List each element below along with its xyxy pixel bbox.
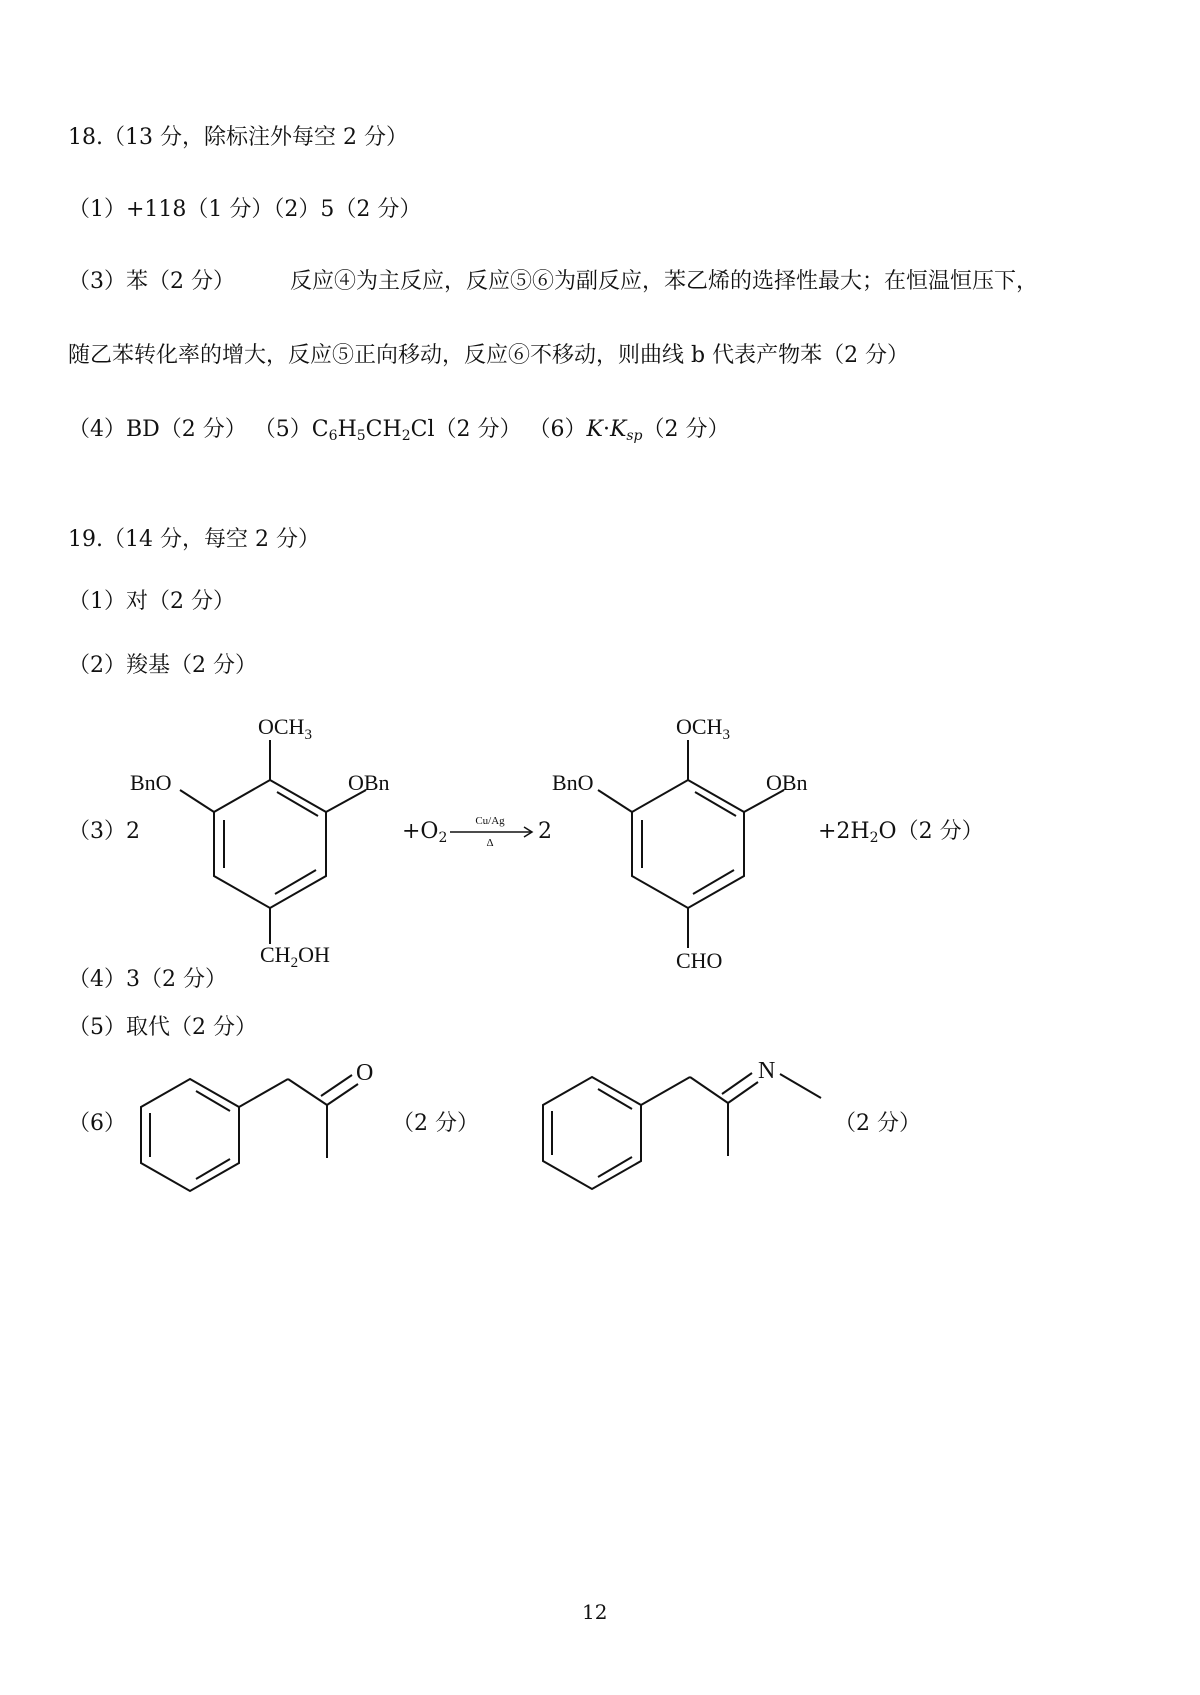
reaction-water: $+2H_2O(2$ 分） xyxy=(818,819,984,846)
product-top-group: $OCH_3$ xyxy=(676,714,730,743)
q18-header: 18.（13 分，除标注外每空 2 分） xyxy=(68,125,408,150)
reactant-bottom-group: $CH_2OH$ xyxy=(260,942,330,971)
q19-line6-label: （6） xyxy=(68,1111,126,1136)
product-left-group: BnO xyxy=(552,770,594,795)
k-ksp-expression: $K\cdot K_{sp}$ xyxy=(586,417,643,444)
reactant-left-group: BnO xyxy=(130,770,172,795)
imine-structure xyxy=(536,1058,836,1188)
q18-answer-5-score: （2 分） xyxy=(434,417,522,442)
page-number: 12 xyxy=(582,1600,608,1624)
product-benzene-ring xyxy=(632,780,744,908)
q19-line6-score2: （2 分） xyxy=(834,1111,921,1136)
imine-benzene-ring xyxy=(543,1077,641,1189)
q18-line4 xyxy=(68,416,730,450)
reactant-benzene-ring xyxy=(214,780,326,908)
q18-answer-6-label: （6） xyxy=(528,417,587,442)
q19-header: 19.（14 分，每空 2 分） xyxy=(68,527,320,552)
phenylacetone-structure xyxy=(134,1060,394,1190)
reaction-plus-o2: $+O_2$ xyxy=(402,819,448,846)
q19-line5: （5）取代（2 分） xyxy=(68,1015,257,1040)
q19-line4: （4）3（2 分） xyxy=(68,967,227,992)
reaction-product-coefficient: 2 xyxy=(538,819,552,844)
formula-benzyl-chloride: $C_6H_5CH_2Cl$ xyxy=(311,417,435,444)
q18-line3a-prefix: （3）苯（2 分） xyxy=(68,269,235,294)
phenylacetone-benzene-ring xyxy=(141,1079,239,1191)
product-right-group: OBn xyxy=(766,770,808,795)
q18-answer-4: （4）BD（2 分） xyxy=(68,417,247,442)
carbonyl-oxygen: O xyxy=(356,1060,374,1086)
q18-answer-6-score: （2 分） xyxy=(642,417,730,442)
product-bottom-group: CHO xyxy=(676,948,723,973)
q19-line6-score1: （2 分） xyxy=(392,1111,479,1136)
q18-answer-5-label: （5） xyxy=(253,417,312,442)
product-structure xyxy=(548,710,848,973)
q19-line1: （1）对（2 分） xyxy=(68,589,235,614)
q19-line2: （2）羧基（2 分） xyxy=(68,653,257,678)
reactant-structure xyxy=(130,710,430,970)
q18-line3b: 随乙苯转化率的增大，反应⑤正向移动，反应⑥不移动，则曲线 b 代表产物苯（2 分） xyxy=(68,343,910,368)
catalyst-label: Cu/Ag xyxy=(475,815,505,827)
q18-line1: （1）+118（1 分）（2）5（2 分） xyxy=(68,197,422,222)
reactant-top-group: $OCH_3$ xyxy=(258,714,312,743)
reaction-arrow xyxy=(440,812,540,852)
heat-label: Δ xyxy=(486,837,494,849)
q18-line3a-text: 反应④为主反应，反应⑤⑥为副反应，苯乙烯的选择性最大；在恒温恒压下， xyxy=(290,269,1039,294)
reactant-right-group: OBn xyxy=(348,770,390,795)
imine-nitrogen: N xyxy=(758,1058,776,1084)
q19-reaction-label: （3）2 xyxy=(68,819,140,844)
